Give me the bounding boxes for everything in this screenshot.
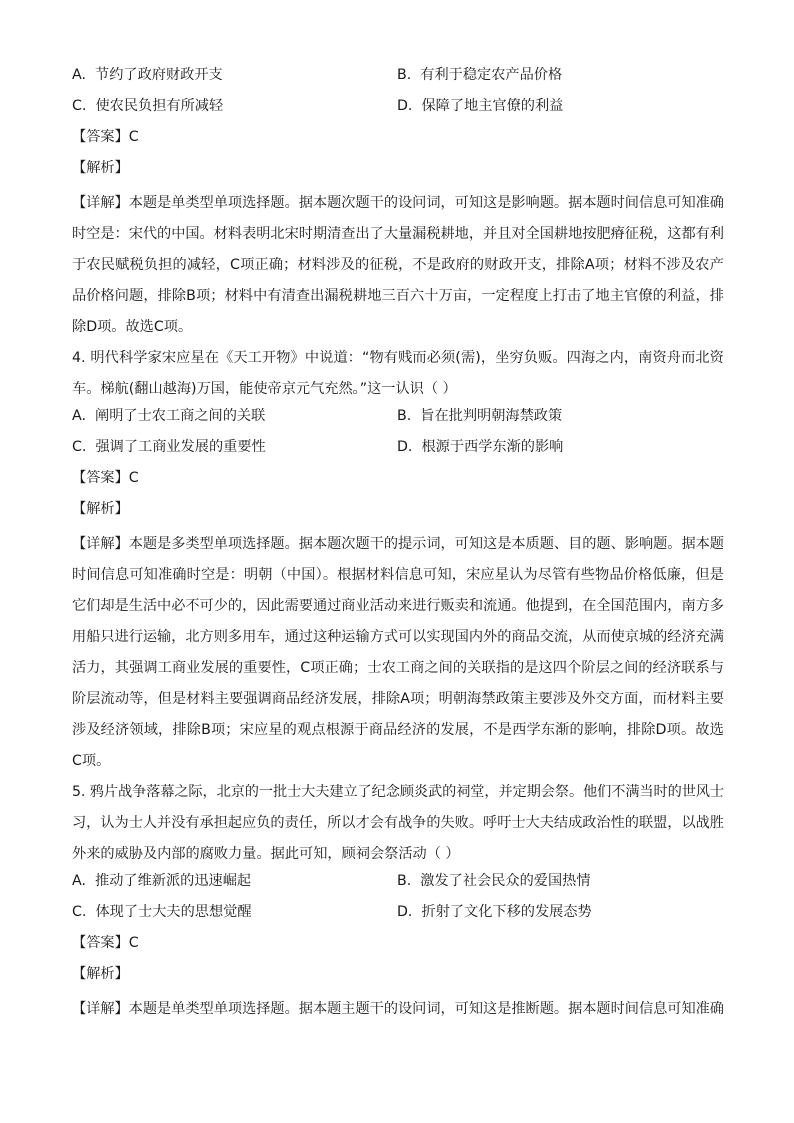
q3-detail-line: 除D项。故选C项。	[72, 319, 193, 335]
q4-analysis-label: 【解析】	[72, 501, 129, 517]
q4-stem-line: 车。梯航(翻山越海)万国，能使帝京元气充然。”这一认识（ ）	[72, 381, 457, 397]
q4-stem-line: 4. 明代科学家宋应星在《天工开物》中说道：“物有贱而必须(需)，坐穷负贩。四海之内，南资舟而北资	[72, 350, 724, 366]
q3-detail-line: 【详解】本题是单类型单项选择题。据本题次题干的设问词，可知这是影响题。据本题时间信息可知准确	[72, 195, 724, 211]
q5-option-b: B. 激发了社会民众的爱国热情	[397, 873, 591, 889]
q3-option-b: B. 有利于稳定农产品价格	[397, 67, 563, 83]
q5-detail-line: 【详解】本题是单类型单项选择题。据本题主题干的设问词，可知这是推断题。据本题时间信息可知准确	[72, 1001, 724, 1017]
document-content	[72, 64, 724, 1025]
q4-option-a: A. 阐明了士农工商之间的关联	[72, 408, 266, 424]
q3-option-c: C. 使农民负担有所减轻	[72, 98, 224, 114]
q3-answer: 【答案】C	[72, 129, 139, 145]
q4-detail-line: 活力，其强调工商业发展的重要性，C项正确；士农工商之间的关联指的是这四个阶层之间的经济联系与	[72, 660, 724, 676]
q5-detail	[72, 994, 724, 1025]
q4-option-d: D. 根源于西学东渐的影响	[397, 439, 564, 455]
q3-option-a: A. 节约了政府财政开支	[72, 67, 223, 83]
q4-options-row-2	[72, 436, 724, 467]
q4-answer: 【答案】C	[72, 470, 139, 486]
q3-options-row-2	[72, 95, 724, 126]
q5-answer: 【答案】C	[72, 935, 139, 951]
q3-analysis-label: 【解析】	[72, 160, 129, 176]
q4-detail-line: 它们却是生活中必不可少的，因此需要通过商业活动来进行贩卖和流通。他提到，在全国范围内，南方多	[72, 598, 724, 614]
q5-stem-line: 5. 鸦片战争落幕之际，北京的一批士大夫建立了纪念顾炎武的祠堂，并定期会祭。他们不满当时的世风士	[72, 784, 724, 800]
q3-option-d: D. 保障了地主官僚的利益	[397, 98, 564, 114]
q3-detail-line: 时空是：宋代的中国。材料表明北宋时期清查出了大量漏税耕地，并且对全国耕地按肥瘠征税，这都有利	[72, 226, 724, 242]
q3-detail	[72, 188, 724, 343]
q3-detail-line: 于农民赋税负担的减轻，C项正确；材料涉及的征税，不是政府的财政开支，排除A项；材料不涉及农产	[72, 257, 725, 273]
q5-options-row-2	[72, 901, 724, 932]
q4-stem	[72, 343, 724, 405]
q5-stem-line: 习，认为士人并没有承担起应负的责任，所以才会有战争的失败。呼吁士大夫结成政治性的联盟，以战胜	[72, 815, 724, 831]
q4-detail	[72, 529, 724, 777]
q5-option-d: D. 折射了文化下移的发展态势	[397, 904, 592, 920]
q3-detail-line: 品价格问题，排除B项；材料中有清查出漏税耕地三百六十万亩，一定程度上打击了地主官僚的利益，排	[72, 288, 724, 304]
q4-options-row-1	[72, 405, 724, 436]
q5-option-a: A. 推动了维新派的迅速崛起	[72, 873, 252, 889]
q4-detail-line: 涉及经济领域，排除B项；宋应星的观点根源于商品经济的发展，不是西学东渐的影响，排除D项。故选	[72, 722, 724, 738]
q4-detail-line: 阶层流动等，但是材料主要强调商品经济发展，排除A项；明朝海禁政策主要涉及外交方面，而材料主要	[72, 691, 725, 707]
q5-analysis-label: 【解析】	[72, 966, 129, 982]
q4-option-b: B. 旨在批判明朝海禁政策	[397, 408, 563, 424]
q5-stem-line: 外来的威胁及内部的腐败力量。据此可知，顾祠会祭活动（ ）	[72, 846, 460, 862]
q3-options-row-1	[72, 64, 724, 95]
q4-detail-line: 时间信息可知准确时空是：明朝（中国）。根据材料信息可知，宋应星认为尽管有些物品价格低廉，但是	[72, 567, 725, 583]
q4-option-c: C. 强调了工商业发展的重要性	[72, 439, 266, 455]
q4-detail-line: C项。	[72, 753, 111, 769]
q5-options-row-1	[72, 870, 724, 901]
q5-stem	[72, 777, 724, 870]
q4-detail-line: 【详解】本题是多类型单项选择题。据本题次题干的提示词，可知这是本质题、目的题、影响题。据本题	[72, 536, 724, 552]
q4-detail-line: 用船只进行运输，北方则多用车，通过这种运输方式可以实现国内外的商品交流，从而使京城的经济充满	[72, 629, 724, 645]
q5-option-c: C. 体现了士大夫的思想觉醒	[72, 904, 252, 920]
